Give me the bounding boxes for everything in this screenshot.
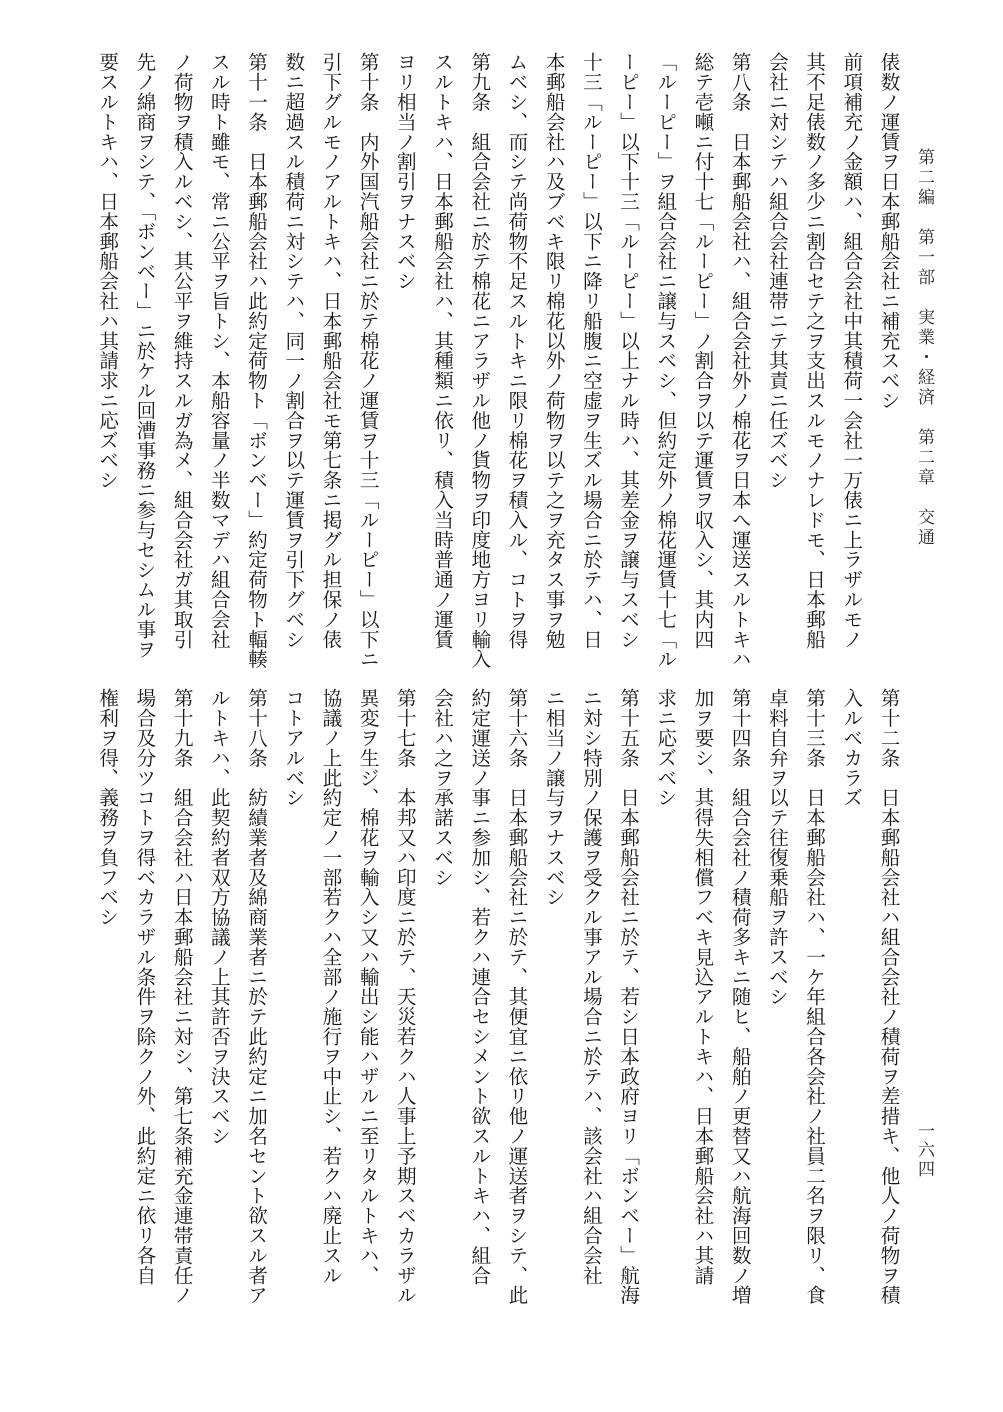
text-line: 本郵船会社ハ及ブベキ限リ棉花以外ノ荷物ヲ以テ之ヲ充タス事ヲ勉 — [542, 52, 566, 649]
text-line: 先ノ綿商ヲシテ、「ボンベー」ニ於ケル回漕事務ニ参与セシムル事ヲ — [132, 52, 156, 660]
article-14-line: 第十四条 組合会社ノ積荷多キニ随ヒ、船舶ノ更替又ハ航海回数ノ増 — [728, 688, 752, 1305]
text-line: 数ニ超過スル積荷ニ対シテハ、同一ノ割合ヲ以テ運賃ヲ引下グベシ — [281, 52, 305, 649]
text-line: 要スルトキハ、日本郵船会社ハ其請求ニ応ズベシ — [95, 52, 119, 490]
text-line: ーピー」以下十三「ルーピー」以上ナル時ハ、其差金ヲ譲与スベシ — [616, 52, 640, 649]
text-line: 約定運送ノ事ニ参加シ、若クハ連合セシメント欲スルトキハ、組合 — [467, 688, 491, 1285]
article-15-line: 第十五条 日本郵船会社ニ於テ、若シ日本政府ヨリ「ボンベー」航海 — [616, 688, 640, 1305]
text-line: スルトキハ、日本郵船会社ハ、其種類ニ依リ、積入当時普通ノ運賃 — [430, 52, 454, 649]
text-line: 俵数ノ運賃ヲ日本郵船会社ニ補充スベシ — [877, 52, 900, 411]
text-line: コトアルベシ — [281, 688, 305, 808]
text-line: 入ルベカラズ — [839, 688, 863, 808]
text-line: 会社ニ対シテハ組合会社連帯ニテ其責ニ任ズベシ — [765, 52, 789, 490]
running-header: 第二編 第一部 実業・経済 第二章 交通 — [914, 148, 934, 548]
text-line: 「ルーピー」ヲ組合会社ニ譲与スベシ、但約定外ノ棉花運賃十七「ル — [653, 52, 677, 669]
text-line: 引下グルモノアルトキハ、日本郵船会社モ第七条ニ掲グル担保ノ俵 — [318, 52, 342, 649]
lower-text-block — [79, 688, 907, 1316]
text-line: 権利ヲ得、義務ヲ負フベシ — [95, 688, 119, 927]
article-17-line: 第十七条 本邦又ハ印度ニ於テ、天災若クハ人事上予期スベカラザル — [393, 688, 417, 1305]
text-line: 異変ヲ生ジ、棉花ヲ輸入シ又ハ輸出シ能ハザルニ至リタルトキハ、 — [356, 688, 380, 1285]
text-line: 加ヲ要シ、其得失相償フベキ見込アルトキハ、日本郵船会社ハ其請 — [690, 688, 714, 1285]
text-line: 協議ノ上此約定ノ一部若クハ全部ノ施行ヲ中止シ、若クハ廃止スル — [318, 688, 342, 1285]
article-10-line: 第十条 内外国汽船会社ニ於テ棉花ノ運賃ヲ十三「ルーピー」以下ニ — [356, 52, 380, 669]
text-line: ルトキハ、此契約者双方協議ノ上其許否ヲ決スベシ — [207, 688, 231, 1146]
article-8-line: 第八条 日本郵船会社ハ、組合会社外ノ棉花ヲ日本へ運送スルトキハ — [728, 52, 752, 669]
article-13-line: 第十三条 日本郵船会社ハ、一ケ年組合各会社ノ社員二名ヲ限リ、食 — [802, 688, 826, 1305]
text-line: ニ対シ特別ノ保護ヲ受クル事アル場合ニ於テハ、該会社ハ組合会社 — [579, 688, 603, 1285]
article-9-line: 第九条 組合会社ニ於テ棉花ニアラザル他ノ貨物ヲ印度地方ヨリ輸入 — [467, 52, 491, 669]
text-line: 総テ壱噸ニ付十七「ルーピー」ノ割合ヲ以テ運賃ヲ収入シ、其内四 — [690, 52, 714, 649]
text-line: 卓料自弁ヲ以テ往復乗船ヲ許スベシ — [765, 688, 789, 1007]
text-line: ニ相当ノ譲与ヲナスベシ — [542, 688, 566, 907]
article-18-line: 第十八条 紡績業者及綿商業者ニ於テ此約定ニ加名セント欲スル者ア — [244, 688, 268, 1305]
article-12-line: 第十二条 日本郵船会社ハ組合会社ノ積荷ヲ差措キ、他人ノ荷物ヲ積 — [877, 688, 900, 1305]
article-11-line: 第十一条 日本郵船会社ハ此約定荷物ト「ボンベー」約定荷物ト輻輳 — [244, 52, 268, 669]
upper-text-block — [79, 52, 907, 672]
page-number: 一六四 — [914, 1122, 934, 1179]
text-line: 其不足俵数ノ多少ニ割合セテ之ヲ支出スルモノナレドモ、日本郵船 — [802, 52, 826, 649]
text-line: ムベシ、而シテ尚荷物不足スルトキニ限リ棉花ヲ積入ル、コトヲ得 — [504, 52, 528, 649]
text-line: 十三「ルーピー」以下ニ降リ船腹ニ空虚ヲ生ズル場合ニ於テハ、日 — [579, 52, 603, 649]
article-16-line: 第十六条 日本郵船会社ニ於テ、其便宜ニ依リ他ノ運送者ヲシテ、此 — [504, 688, 528, 1305]
text-line: スル時ト雖モ、常ニ公平ヲ旨トシ、本船容量ノ半数マデハ組合会社 — [207, 52, 231, 649]
text-line: 前項補充ノ金額ハ、組合会社中其積荷一会社一万俵ニ上ラザルモノ — [839, 52, 863, 649]
text-line: ノ荷物ヲ積入ルベシ、其公平ヲ維持スルガ為メ、組合会社ガ其取引 — [170, 52, 194, 649]
text-line: ヨリ相当ノ割引ヲナスベシ — [393, 52, 417, 291]
article-19-line: 第十九条 組合会社ハ日本郵船会社ニ対シ、第七条補充金連帯責任ノ — [170, 688, 194, 1305]
text-line: 会社ハ之ヲ承諾スベシ — [430, 688, 454, 887]
text-line: 求ニ応ズベシ — [653, 688, 677, 808]
text-line: 場合及分ツコトヲ得ベカラザル条件ヲ除クノ外、此約定ニ依リ各自 — [132, 688, 156, 1285]
